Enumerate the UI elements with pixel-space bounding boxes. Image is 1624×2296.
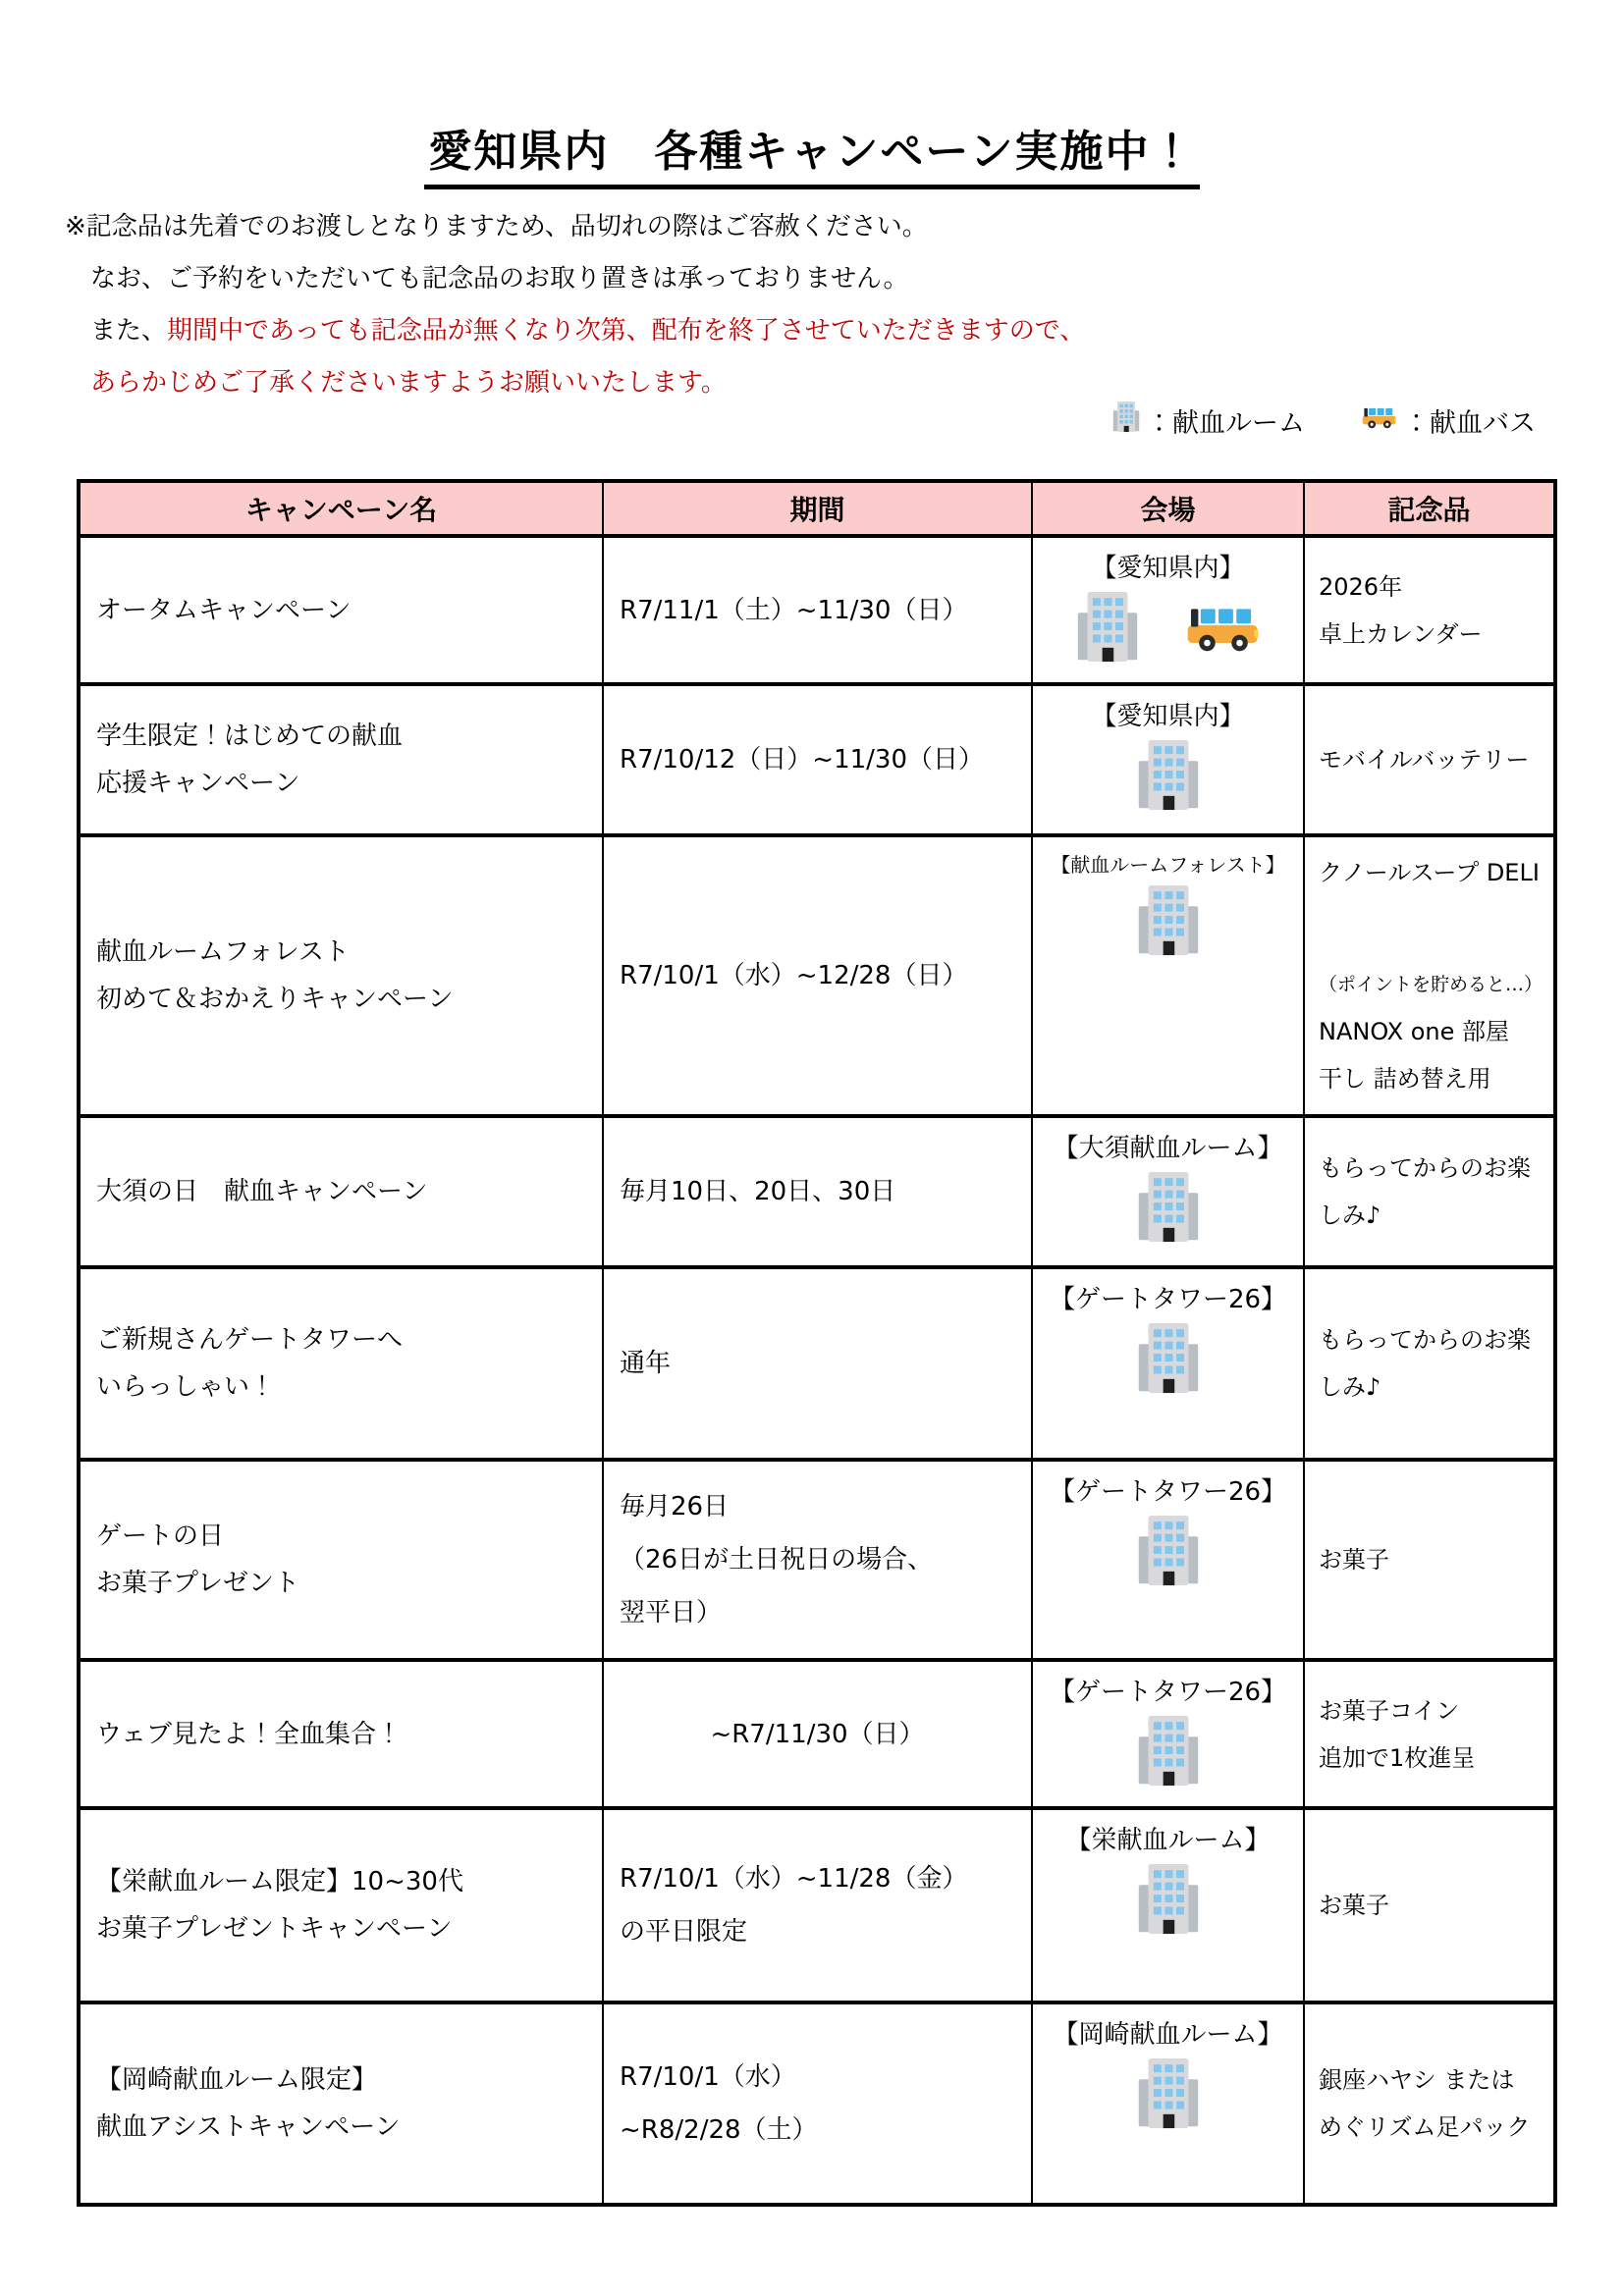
campaign-table <box>77 479 1557 2207</box>
campaign-name-cell <box>79 1460 603 1660</box>
venue-title: 【献血ルームフォレスト】 <box>1051 853 1285 877</box>
souvenir-cell <box>1304 1267 1555 1460</box>
souvenir-line: しみ♪ <box>1319 1201 1381 1229</box>
souvenir-cell <box>1304 536 1555 684</box>
venue-title: 【ゲートタワー26】 <box>1049 1477 1287 1507</box>
campaign-name-cell <box>79 536 603 684</box>
period-line: 毎月10日、20日、30日 <box>620 1177 896 1206</box>
period-cell <box>603 835 1032 1116</box>
blood-room-building-icon <box>1137 1714 1200 1794</box>
souvenir-line: しみ♪ <box>1319 1373 1381 1401</box>
souvenir-line: お菓子 <box>1319 1546 1389 1574</box>
campaign-name-line: 献血ルームフォレスト <box>96 937 350 967</box>
table-row <box>79 1460 1555 1660</box>
souvenir-cell <box>1304 1660 1555 1808</box>
venue-title: 【ゲートタワー26】 <box>1049 1285 1287 1314</box>
period-cell <box>603 2002 1032 2205</box>
table-row <box>79 1660 1555 1808</box>
blood-room-building-icon <box>1137 883 1200 964</box>
campaign-name-line: 学生限定！はじめての献血 <box>96 721 404 751</box>
souvenir-line: 干し 詰め替え用 <box>1319 1065 1491 1093</box>
souvenir-line: お菓子コイン <box>1319 1696 1460 1725</box>
venue-icons <box>1137 1164 1200 1262</box>
blood-bus-icon <box>1186 601 1261 660</box>
period-line: R7/10/1（水）~11/28（金） <box>620 1864 968 1894</box>
venue-icons <box>1137 1508 1200 1606</box>
campaign-name-cell <box>79 1116 603 1267</box>
campaign-name-line: 【栄献血ルーム限定】10~30代 <box>96 1867 463 1896</box>
table-row <box>79 684 1555 835</box>
campaign-name-line: いらっしゃい！ <box>96 1372 276 1402</box>
venue-icons <box>1137 1315 1200 1414</box>
notes-block <box>65 201 1085 409</box>
campaign-name-line: 【岡崎献血ルーム限定】 <box>96 2065 378 2095</box>
venue-cell <box>1032 1116 1304 1267</box>
period-line: 毎月26日 <box>620 1492 730 1522</box>
page-title <box>0 116 1624 179</box>
souvenir-cell <box>1304 835 1555 1116</box>
blood-room-building-icon <box>1137 2056 1200 2137</box>
period-line: ~R8/2/28（土） <box>620 2115 818 2145</box>
table-row <box>79 1267 1555 1460</box>
note-line-4: あらかじめご了承くださいますようお願いいたします。 <box>90 368 727 398</box>
note-line-3-black: また、 <box>90 316 168 346</box>
period-line: 通年 <box>620 1349 672 1378</box>
legend-bus-item <box>1362 401 1536 440</box>
period-line: の平日限定 <box>620 1917 748 1947</box>
blood-room-building-icon <box>1137 1170 1200 1251</box>
legend-room-item <box>1112 400 1305 440</box>
souvenir-cell <box>1304 1460 1555 1660</box>
campaign-name-line: ウェブ見たよ！全血集合！ <box>96 1719 402 1749</box>
campaign-name-line: 大須の日 献血キャンペーン <box>96 1177 428 1206</box>
venue-cell <box>1032 684 1304 835</box>
venue-title: 【ゲートタワー26】 <box>1049 1678 1287 1707</box>
venue-icons <box>1076 584 1261 682</box>
venue-cell <box>1032 1460 1304 1660</box>
souvenir-cell <box>1304 684 1555 835</box>
venue-title: 【大須献血ルーム】 <box>1053 1134 1283 1163</box>
blood-room-building-icon <box>1137 1514 1200 1594</box>
venue-icons <box>1137 1856 1200 1954</box>
venue-title: 【愛知県内】 <box>1091 702 1245 731</box>
table-header-row <box>79 481 1555 536</box>
souvenir-line: もらってからのお楽 <box>1319 1326 1531 1354</box>
campaign-name-cell <box>79 835 603 1116</box>
table-row <box>79 835 1555 1116</box>
period-line: R7/10/12（日）~11/30（日） <box>620 745 985 774</box>
souvenir-line: 銀座ハヤシ または <box>1319 2066 1515 2094</box>
table-row <box>79 1808 1555 2002</box>
venue-cell <box>1032 1808 1304 2002</box>
souvenir-line: NANOX one 部屋 <box>1319 1018 1510 1045</box>
blood-room-building-icon <box>1137 738 1200 819</box>
souvenir-cell <box>1304 1116 1555 1267</box>
blood-room-building-icon <box>1137 1862 1200 1943</box>
period-line: （26日が土日祝日の場合、 <box>620 1545 934 1575</box>
campaign-name-line: ご新規さんゲートタワーへ <box>96 1325 404 1355</box>
note-line-3-red: 期間中であっても記念品が無くなり次第、配布を終了させていただきますので、 <box>167 316 1086 346</box>
souvenir-line: お菓子 <box>1319 1892 1389 1919</box>
table-row <box>79 2002 1555 2205</box>
period-cell <box>603 1116 1032 1267</box>
campaign-name-cell <box>79 684 603 835</box>
period-cell <box>603 1660 1032 1808</box>
period-cell <box>603 1808 1032 2002</box>
campaign-name-line: 献血アシストキャンペーン <box>96 2112 401 2142</box>
period-line: R7/11/1（土）~11/30（日） <box>620 595 968 625</box>
campaign-name-cell <box>79 1267 603 1460</box>
campaign-name-cell <box>79 2002 603 2205</box>
souvenir-line: 2026年 <box>1319 572 1403 601</box>
blood-room-building-icon <box>1076 590 1139 670</box>
souvenir-line: 追加で1枚進呈 <box>1319 1743 1476 1772</box>
venue-icons <box>1137 878 1200 976</box>
period-cell <box>603 1460 1032 1660</box>
bus-icon <box>1362 404 1397 436</box>
souvenir-line: クノールスープ DELI <box>1319 859 1540 886</box>
page-title-text: 愛知県内 各種キャンペーン実施中！ <box>424 127 1199 189</box>
period-cell <box>603 536 1032 684</box>
venue-cell <box>1032 1660 1304 1808</box>
souvenir-line: （ポイントを貯めると…） <box>1319 974 1543 995</box>
campaign-name-line: 応援キャンペーン <box>96 769 300 798</box>
campaign-name-cell <box>79 1808 603 2002</box>
header-venue: 会場 <box>1032 481 1304 536</box>
table-row <box>79 536 1555 684</box>
venue-cell <box>1032 835 1304 1116</box>
venue-cell <box>1032 1267 1304 1460</box>
venue-title: 【岡崎献血ルーム】 <box>1053 2020 1283 2050</box>
note-line-3 <box>65 305 1085 357</box>
souvenir-line: 卓上カレンダー <box>1319 619 1483 648</box>
souvenir-cell <box>1304 2002 1555 2205</box>
header-period: 期間 <box>603 481 1032 536</box>
campaign-name-line: ゲートの日 <box>96 1522 225 1551</box>
legend-room-label: ：献血ルーム <box>1146 407 1305 439</box>
period-cell <box>603 1267 1032 1460</box>
campaign-name-line: お菓子プレゼント <box>96 1569 299 1598</box>
campaign-name-line: お菓子プレゼントキャンペーン <box>96 1914 453 1944</box>
period-line: 翌平日） <box>620 1598 723 1628</box>
campaign-name-line: 初めて＆おかえりキャンペーン <box>96 985 454 1014</box>
period-cell <box>603 684 1032 835</box>
building-icon <box>1112 400 1140 440</box>
header-souvenir: 記念品 <box>1304 481 1555 536</box>
souvenir-line: めぐリズム足パック <box>1319 2113 1531 2141</box>
venue-title: 【栄献血ルーム】 <box>1065 1826 1271 1855</box>
period-line: R7/10/1（水）~12/28（日） <box>620 961 968 990</box>
venue-icons <box>1137 1708 1200 1806</box>
venue-cell <box>1032 536 1304 684</box>
campaign-name-line: オータムキャンペーン <box>96 595 352 625</box>
note-line-2: なお、ご予約をいただいても記念品のお取り置きは承っておりません。 <box>90 264 909 294</box>
souvenir-line: モバイルバッテリー <box>1319 746 1530 774</box>
campaign-name-cell <box>79 1660 603 1808</box>
legend-bus-label: ：献血バス <box>1403 407 1536 439</box>
souvenir-cell <box>1304 1808 1555 2002</box>
period-line: R7/10/1（水） <box>620 2062 796 2092</box>
blood-room-building-icon <box>1137 1321 1200 1402</box>
souvenir-line <box>1319 900 1547 957</box>
venue-icons <box>1137 732 1200 830</box>
souvenir-line: もらってからのお楽 <box>1319 1154 1531 1182</box>
venue-cell <box>1032 2002 1304 2205</box>
icon-legend <box>1112 400 1536 440</box>
period-line: ~R7/11/30（日） <box>710 1719 925 1749</box>
venue-icons <box>1137 2051 1200 2149</box>
note-line-1: ※記念品は先着でのお渡しとなりますため、品切れの際はご容赦ください。 <box>65 212 928 241</box>
venue-title: 【愛知県内】 <box>1091 554 1245 583</box>
header-campaign-name: キャンペーン名 <box>79 481 603 536</box>
table-row <box>79 1116 1555 1267</box>
